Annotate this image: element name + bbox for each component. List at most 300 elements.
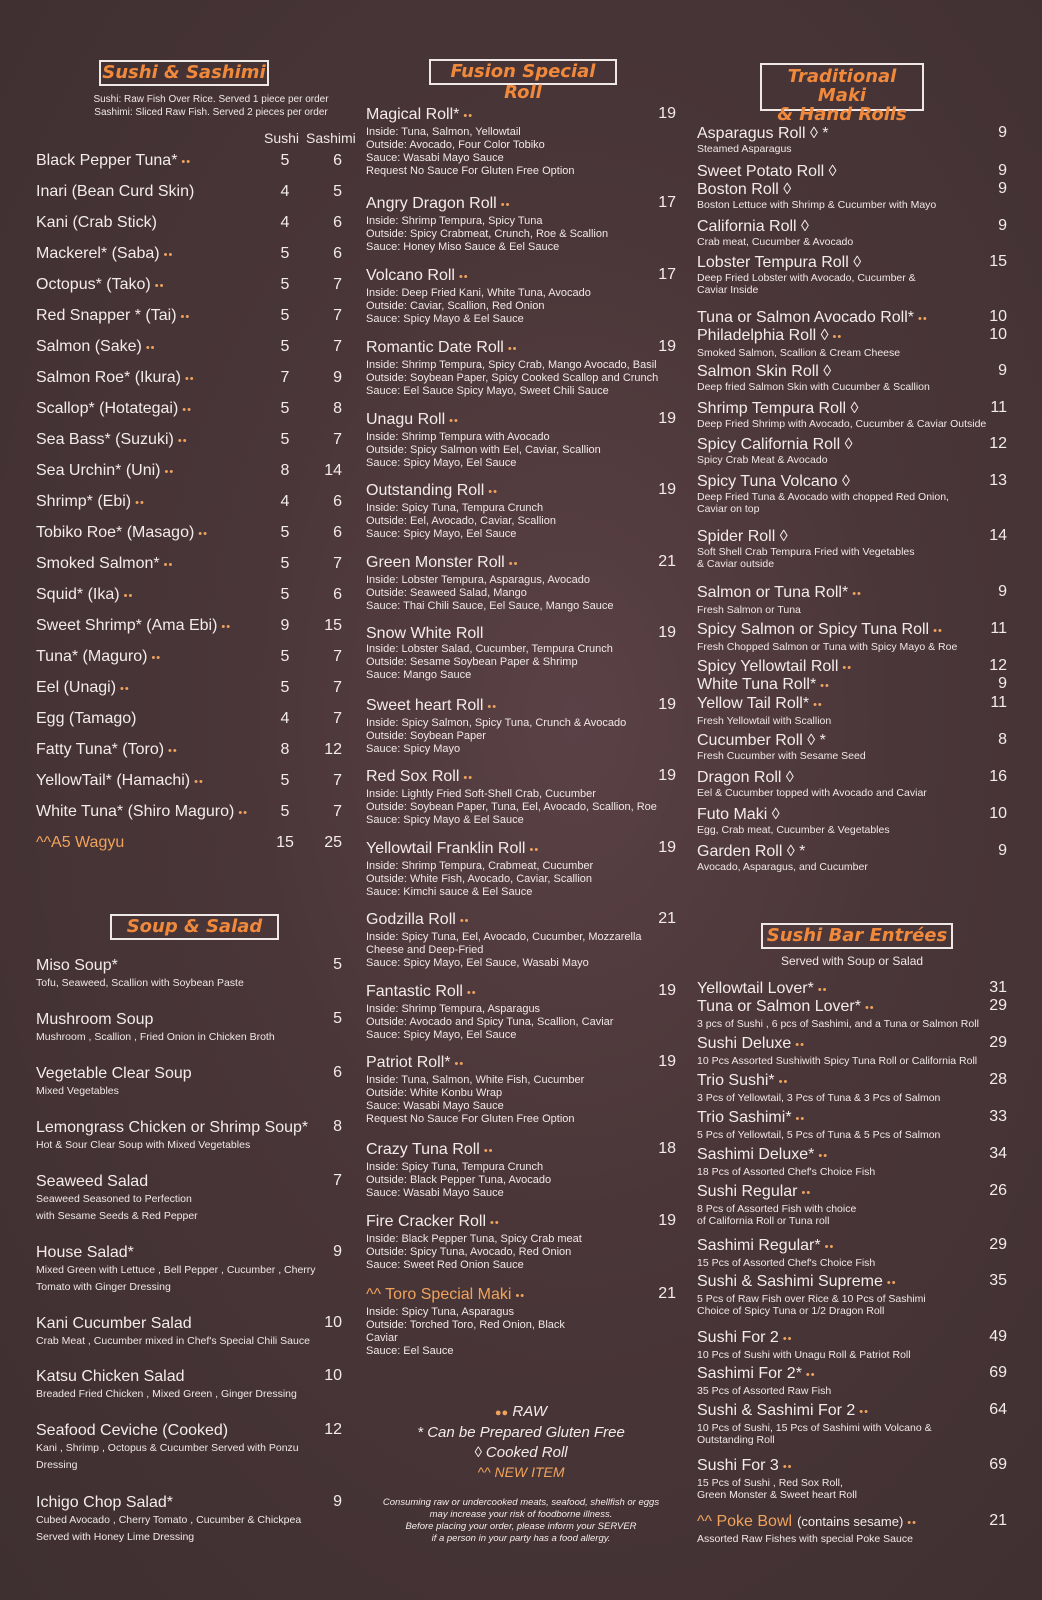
sashimi-price: 15 — [324, 617, 342, 634]
raw-dots-icon: •• — [818, 1150, 829, 1162]
item-description: Fresh Yellowtail with Scallion — [697, 715, 832, 727]
fusion-roll-item — [366, 696, 676, 756]
item-name-text: Unagu Roll — [366, 411, 446, 428]
item-price: 10 — [989, 326, 1007, 343]
raw-dots-icon: •• — [180, 311, 191, 323]
item-description: Sauce: Spicy Mayo — [366, 743, 461, 755]
sushi-row — [36, 462, 342, 484]
item-name-text: Scallop* (Hotategai) — [36, 400, 179, 417]
item-name — [697, 842, 1007, 861]
item-name-text: Miso Soup* — [36, 957, 118, 974]
raw-dots-icon: •• — [824, 1241, 835, 1253]
item-name-text: Spicy Yellowtail Roll — [697, 658, 839, 675]
item-description: Sauce: Eel Sauce — [366, 1345, 454, 1357]
item-name — [697, 731, 1007, 750]
item-description: Sauce: Wasabi Mayo Sauce — [366, 152, 504, 164]
item-name — [36, 772, 204, 790]
column-left — [36, 0, 356, 1600]
item-price: 64 — [989, 1401, 1007, 1418]
raw-dots-icon: •• — [933, 625, 943, 637]
item-description: Outside: Eel, Avocado, Caviar, Scallion — [366, 515, 556, 527]
raw-dots-icon: •• — [151, 652, 162, 664]
item-description: Inside: Spicy Salmon, Spicy Tuna, Crunch & Avocado — [366, 717, 627, 729]
sashimi-price: 25 — [324, 834, 342, 851]
item-description: Spicy Crab Meat & Avocado — [697, 454, 828, 466]
maki-roll-item — [697, 217, 1007, 248]
item-name-text: Spicy Salmon or Spicy Tuna Roll — [697, 621, 930, 638]
raw-dots-icon: •• — [120, 683, 130, 695]
raw-dots-icon: •• — [801, 1187, 812, 1199]
item-price: 19 — [658, 1212, 676, 1229]
item-name-text: Yellowtail Franklin Roll — [366, 840, 526, 857]
item-name-text: Octopus* (Tako) — [36, 276, 151, 293]
item-name — [697, 527, 1007, 546]
item-description: Sauce: Kimchi sauce & Eel Sauce — [366, 886, 533, 898]
item-name — [36, 1118, 342, 1137]
item-price: 6 — [333, 1064, 342, 1081]
item-price: 69 — [989, 1456, 1007, 1473]
item-name-text: Spicy California Roll ◊ — [697, 436, 853, 453]
maki-roll-item — [697, 180, 1007, 211]
item-description: Sauce: Wasabi Mayo Sauce — [366, 1100, 504, 1112]
raw-dots-icon: •• — [778, 1076, 789, 1088]
item-description: Outstanding Roll — [697, 1434, 775, 1446]
maki-roll-item — [697, 805, 1007, 836]
raw-dots-icon: •• — [466, 987, 477, 999]
item-name — [697, 472, 1007, 491]
item-description: with Sesame Seeds & Red Pepper — [36, 1210, 198, 1222]
item-name — [697, 180, 1007, 199]
sushi-row — [36, 276, 342, 298]
item-price: 11 — [990, 399, 1007, 416]
item-description: Eel & Cucumber topped with Avocado and Caviar — [697, 787, 927, 799]
raw-dots-icon: •• — [463, 772, 474, 784]
item-name — [697, 1071, 1007, 1092]
item-name-text: Tobiko Roe* (Masago) — [36, 524, 195, 541]
item-name-text: Katsu Chicken Salad — [36, 1368, 185, 1385]
item-description: Request No Sauce For Gluten Free Option — [366, 165, 575, 177]
item-name — [697, 1456, 1007, 1477]
item-price: 9 — [998, 124, 1007, 141]
raw-dots-icon: •• — [529, 844, 540, 856]
item-description: Crab Meat , Cucumber mixed in Chef's Special Chili Sauce — [36, 1335, 310, 1347]
item-description: Outside: Sesame Soybean Paper & Shrimp — [366, 656, 578, 668]
sushi-price: 8 — [280, 741, 290, 758]
raw-dots-icon: •• — [154, 280, 165, 292]
item-price: 19 — [658, 982, 676, 999]
item-price: 33 — [989, 1108, 1007, 1125]
raw-dots-icon: •• — [782, 1333, 793, 1345]
item-name — [36, 245, 173, 263]
item-description: 5 Pcs of Yellowtail, 5 Pcs of Tuna & 5 Pcs of Salmon — [697, 1129, 941, 1141]
item-description: Outside: Torched Toro, Red Onion, Black — [366, 1319, 565, 1331]
item-price: 34 — [989, 1145, 1007, 1162]
disclaimer-line: if a person in your party has a food allergy. — [431, 1533, 611, 1544]
item-name-text: Godzilla Roll — [366, 911, 456, 928]
item-description: Inside: Lightly Fried Soft-Shell Crab, Cucumber — [366, 788, 596, 800]
sushi-price: 5 — [280, 679, 290, 696]
item-price: 17 — [658, 266, 676, 283]
item-price: 14 — [989, 527, 1007, 544]
item-description: Sauce: Wasabi Mayo Sauce — [366, 1187, 504, 1199]
sushi-row — [36, 338, 342, 360]
entree-item — [697, 997, 1007, 1030]
item-price: 15 — [989, 253, 1007, 270]
item-price: 10 — [324, 1314, 342, 1331]
raw-dots-icon: •• — [198, 528, 208, 540]
sushi-price: 5 — [280, 586, 290, 603]
item-name — [36, 400, 192, 418]
item-name-text: Garden Roll ◊ * — [697, 843, 806, 860]
soup-salad-title: Soup & Salad — [110, 914, 279, 940]
soup-salad-item — [36, 1314, 342, 1350]
item-price: 49 — [989, 1328, 1007, 1345]
sashimi-price: 7 — [333, 555, 342, 572]
item-name — [697, 1364, 1007, 1385]
item-price: 19 — [658, 624, 676, 641]
item-name — [697, 162, 1007, 181]
item-name-text: Shrimp* (Ebi) — [36, 493, 132, 510]
sushi-price: 5 — [280, 555, 290, 572]
item-name — [36, 214, 157, 232]
item-name — [36, 1243, 342, 1262]
item-description: Inside: Lobster Tempura, Asparagus, Avocado — [366, 574, 591, 586]
item-name-text: Squid* (Ika) — [36, 586, 120, 603]
item-name-text: Patriot Roll* — [366, 1054, 451, 1071]
item-name-text: Asparagus Roll ◊ * — [697, 125, 829, 142]
item-name-text: Egg (Tamago) — [36, 710, 137, 727]
legend-new: ^^ NEW ITEM — [477, 1464, 565, 1480]
item-description: Sauce: Eel Sauce Spicy Mayo, Sweet Chili Sauce — [366, 385, 609, 397]
item-name-text: Futo Maki ◊ — [697, 806, 780, 823]
item-price: 26 — [989, 1182, 1007, 1199]
item-price: 10 — [989, 805, 1007, 822]
item-description: Steamed Asparagus — [697, 143, 792, 155]
raw-dots-icon: •• — [832, 331, 843, 343]
raw-dots-icon: •• — [886, 1277, 897, 1289]
raw-dots-icon: •• — [454, 1058, 465, 1070]
item-name — [36, 834, 124, 852]
legend-gluten-free: * Can be Prepared Gluten Free — [417, 1424, 625, 1441]
maki-roll-item — [697, 731, 1007, 762]
item-price: 19 — [658, 481, 676, 498]
item-name — [36, 555, 173, 573]
item-description: Outside: Caviar, Scallion, Red Onion — [366, 300, 545, 312]
item-price: 9 — [998, 362, 1007, 379]
item-price: 9 — [333, 1243, 342, 1260]
item-name-text: Romantic Date Roll — [366, 339, 504, 356]
item-name — [36, 1172, 342, 1191]
item-description: Request No Sauce For Gluten Free Option — [366, 1113, 575, 1125]
entree-item — [697, 1364, 1007, 1397]
raw-dots-icon: •• — [852, 588, 862, 600]
sashimi-price: 9 — [333, 369, 342, 386]
item-name-text: Spider Roll ◊ — [697, 528, 788, 545]
item-name — [697, 1145, 1007, 1166]
soup-salad-item — [36, 1064, 342, 1100]
soup-salad-item — [36, 1243, 342, 1296]
item-name — [697, 1236, 1007, 1257]
item-name — [36, 524, 208, 542]
item-description: Sauce: Honey Miso Sauce & Eel Sauce — [366, 241, 560, 253]
fusion-roll-item — [366, 338, 676, 398]
maki-roll-item — [697, 399, 1007, 430]
item-name — [366, 624, 676, 643]
item-name-text: Eel (Unagi) — [36, 679, 117, 696]
sashimi-price: 7 — [333, 710, 342, 727]
item-name — [366, 1140, 676, 1161]
item-name-text: Sashimi Deluxe* — [697, 1146, 815, 1163]
item-price: 31 — [989, 979, 1007, 996]
maki-roll-item — [697, 842, 1007, 873]
item-price: 12 — [324, 1421, 342, 1438]
item-price: 29 — [989, 997, 1007, 1014]
sushi-row — [36, 586, 342, 608]
item-price: 29 — [989, 1236, 1007, 1253]
sushi-row — [36, 400, 342, 422]
item-name — [697, 583, 1007, 604]
item-price: 28 — [989, 1071, 1007, 1088]
item-description: 35 Pcs of Assorted Raw Fish — [697, 1385, 832, 1397]
item-description: Green Monster & Sweet heart Roll — [697, 1489, 857, 1501]
item-name-text: Salmon (Sake) — [36, 338, 142, 355]
item-price: 12 — [989, 657, 1007, 674]
raw-dots-icon: •• — [508, 558, 519, 570]
item-price: 21 — [989, 1512, 1007, 1529]
item-name-text: Salmon or Tuna Roll* — [697, 584, 849, 601]
item-name — [366, 553, 676, 574]
maki-roll-item — [697, 362, 1007, 393]
item-description: 18 Pcs of Assorted Chef's Choice Fish — [697, 1166, 876, 1178]
soup-salad-item — [36, 1172, 342, 1225]
item-description: Inside: Shrimp Tempura with Avocado — [366, 431, 550, 443]
fusion-roll-item — [366, 1053, 676, 1126]
sashimi-price: 6 — [333, 214, 342, 231]
item-name — [366, 1285, 676, 1306]
raw-dots-icon: •• — [805, 1369, 816, 1381]
item-description: Inside: Shrimp Tempura, Asparagus — [366, 1003, 541, 1015]
item-description: Sauce: Spicy Mayo & Eel Sauce — [366, 814, 524, 826]
item-name-text: Sashimi For 2* — [697, 1365, 802, 1382]
item-name — [697, 362, 1007, 381]
item-name — [366, 194, 676, 215]
item-description: Fresh Chopped Salmon or Tuna with Spicy Mayo & Roe — [697, 641, 958, 653]
sushi-price: 7 — [280, 369, 290, 386]
raw-dots-icon: •• — [918, 313, 928, 325]
sushi-price: 5 — [280, 400, 290, 417]
fusion-roll-item — [366, 767, 676, 827]
item-description: Inside: Spicy Tuna, Asparagus — [366, 1306, 514, 1318]
item-description: Outside: Soybean Paper — [366, 730, 486, 742]
item-name-text: Green Monster Roll — [366, 554, 505, 571]
item-description: Outside: Soybean Paper, Tuna, Eel, Avocado, Scallion, Roe — [366, 801, 657, 813]
item-description: Outside: Soybean Paper, Spicy Cooked Scallop and Crunch — [366, 372, 659, 384]
entree-item — [697, 1108, 1007, 1141]
item-name — [36, 431, 188, 449]
soup-salad-item — [36, 1421, 342, 1474]
raw-dots-icon: •• — [177, 435, 188, 447]
maki-title-line2: & Hand Rolls — [777, 104, 907, 125]
maki-roll-item — [697, 162, 1007, 181]
raw-dots-icon: •• — [221, 621, 232, 633]
item-name — [36, 1367, 342, 1386]
item-description: Inside: Deep Fried Kani, White Tuna, Avocado — [366, 287, 591, 299]
item-name-text: Outstanding Roll — [366, 482, 485, 499]
entree-item — [697, 1328, 1007, 1361]
item-description: Outside: Spicy Salmon with Eel, Caviar, Scallion — [366, 444, 601, 456]
item-name — [697, 1401, 1007, 1422]
sushi-row — [36, 214, 342, 236]
item-name — [697, 768, 1007, 787]
item-description: 5 Pcs of Raw Fish over Rice & 10 Pcs of Sashimi — [697, 1293, 926, 1305]
soup-salad-item — [36, 1010, 342, 1046]
sushi-sashimi-title: Sushi & Sashimi — [99, 60, 269, 86]
raw-dots-icon: •• — [463, 110, 474, 122]
item-name-text: Lemongrass Chicken or Shrimp Soup* — [36, 1119, 309, 1136]
sushi-row — [36, 152, 342, 174]
sushi-row — [36, 679, 342, 701]
item-name-text: Black Pepper Tuna* — [36, 152, 178, 169]
item-price: 13 — [989, 472, 1007, 489]
sushi-price: 4 — [280, 214, 290, 231]
item-name — [36, 741, 178, 759]
item-name — [36, 1421, 342, 1440]
item-price: 9 — [998, 162, 1007, 179]
item-description: 15 Pcs of Sushi , Red Sox Roll, — [697, 1477, 843, 1489]
item-name-text: Lobster Tempura Roll ◊ — [697, 254, 862, 271]
fusion-roll-item — [366, 194, 676, 254]
disclaimer-line: may increase your risk of foodborne illness. — [429, 1509, 613, 1520]
item-name — [366, 481, 676, 502]
item-price: 19 — [658, 767, 676, 784]
raw-dots-icon: •• — [859, 1406, 869, 1418]
item-name — [697, 1512, 1007, 1533]
raw-dots-icon: •• — [181, 156, 192, 168]
item-description: Breaded Fried Chicken , Mixed Green , Ginger Dressing — [36, 1388, 297, 1400]
item-description: Inside: Black Pepper Tuna, Spicy Crab meat — [366, 1233, 582, 1245]
col-header-sushi: Sushi — [264, 130, 300, 146]
item-name-text: White Tuna* (Shiro Maguro) — [36, 803, 235, 820]
item-price: 19 — [658, 839, 676, 856]
item-name — [366, 696, 676, 717]
item-description: Avocado, Asparagus, and Cucumber — [697, 861, 868, 873]
item-description: Deep Fried Lobster with Avocado, Cucumber & — [697, 272, 916, 284]
item-description: Outside: Spicy Crabmeat, Crunch, Roe & Scallion — [366, 228, 609, 240]
sashimi-price: 7 — [333, 431, 342, 448]
item-price: 8 — [998, 731, 1007, 748]
soup-salad-item — [36, 1118, 342, 1154]
item-price: 17 — [658, 194, 676, 211]
disclaimer — [366, 1497, 676, 1545]
legend-cooked: ◊ Cooked Roll — [474, 1444, 568, 1461]
item-name — [697, 1328, 1007, 1349]
item-name-text: House Salad* — [36, 1244, 134, 1261]
maki-title — [760, 63, 924, 125]
maki-roll-item — [697, 768, 1007, 799]
sushi-price: 4 — [280, 710, 290, 727]
item-price: 16 — [989, 768, 1007, 785]
item-description: Sauce: Sweet Red Onion Sauce — [366, 1259, 524, 1271]
item-description: Fresh Salmon or Tuna — [697, 604, 801, 616]
item-name — [697, 1108, 1007, 1129]
item-description: Inside: Shrimp Tempura, Spicy Tuna — [366, 215, 543, 227]
entree-item — [697, 1401, 1007, 1446]
item-price: 5 — [333, 956, 342, 973]
item-name-text: Red Snapper * (Tai) — [36, 307, 177, 324]
raw-dots-icon: •• — [123, 590, 134, 602]
item-price: 19 — [658, 696, 676, 713]
sushi-price: 9 — [280, 617, 290, 634]
item-name-text: Trio Sashimi* — [697, 1109, 792, 1126]
item-description: 10 Pcs Assorted Sushiwith Spicy Tuna Roll or California Roll — [697, 1055, 978, 1067]
sashimi-price: 12 — [324, 741, 342, 758]
item-price: 69 — [989, 1364, 1007, 1381]
item-name-text: Seafood Ceviche (Cooked) — [36, 1422, 229, 1439]
raw-dots-icon: •• — [820, 680, 830, 692]
item-description: Served with Honey Lime Dressing — [36, 1531, 195, 1543]
item-price: 9 — [998, 217, 1007, 234]
item-description: Caviar — [366, 1332, 398, 1344]
item-price: 19 — [658, 338, 676, 355]
fusion-title: Fusion Special Roll — [429, 59, 617, 85]
sushi-row — [36, 741, 342, 763]
item-name-text: Sushi For 2 — [697, 1329, 779, 1346]
item-name — [366, 410, 676, 431]
item-name-text: Tuna* (Maguro) — [36, 648, 148, 665]
item-description: Smoked Salmon, Scallion & Cream Cheese — [697, 347, 901, 359]
sushi-price: 5 — [280, 648, 290, 665]
sushi-row — [36, 803, 342, 825]
sushi-row — [36, 431, 342, 453]
item-name-text: Angry Dragon Roll — [366, 195, 497, 212]
item-name-text: Vegetable Clear Soup — [36, 1065, 192, 1082]
item-description: Seaweed Seasoned to Perfection — [36, 1193, 192, 1205]
item-name — [36, 617, 231, 635]
item-name — [697, 1272, 1007, 1293]
item-name-text: White Tuna Roll* — [697, 676, 817, 693]
sashimi-price: 6 — [333, 493, 342, 510]
raw-dots-icon: •• — [168, 745, 178, 757]
item-description: Mixed Vegetables — [36, 1085, 119, 1097]
maki-roll-item — [697, 435, 1007, 466]
item-name-text: Volcano Roll — [366, 267, 455, 284]
sushi-price: 5 — [280, 245, 290, 262]
raw-dots-icon: •• — [515, 1290, 526, 1302]
item-name — [697, 1182, 1007, 1203]
fusion-roll-item — [366, 553, 676, 613]
item-name — [697, 124, 1007, 143]
item-name-text: Salmon Roe* (Ikura) — [36, 369, 181, 386]
item-description: Tomato with Ginger Dressing — [36, 1281, 171, 1293]
item-name — [36, 648, 161, 666]
item-name-text: Salmon Skin Roll ◊ — [697, 363, 832, 380]
item-name — [697, 253, 1007, 272]
item-name — [366, 767, 676, 788]
maki-roll-item — [697, 694, 1007, 727]
entree-item — [697, 1456, 1007, 1501]
item-name-text: Philadelphia Roll ◊ — [697, 327, 829, 344]
item-name — [36, 462, 174, 480]
item-name-text: Yellowtail Lover* — [697, 980, 814, 997]
item-name — [36, 307, 190, 325]
item-description: Inside: Spicy Tuna, Tempura Crunch — [366, 502, 544, 514]
item-name-text: Magical Roll* — [366, 106, 460, 123]
fusion-roll-item — [366, 105, 676, 178]
item-price: 18 — [658, 1140, 676, 1157]
raw-dots-icon: •• — [813, 699, 823, 711]
sushi-price: 5 — [280, 152, 290, 169]
item-name-text: Seaweed Salad — [36, 1173, 149, 1190]
